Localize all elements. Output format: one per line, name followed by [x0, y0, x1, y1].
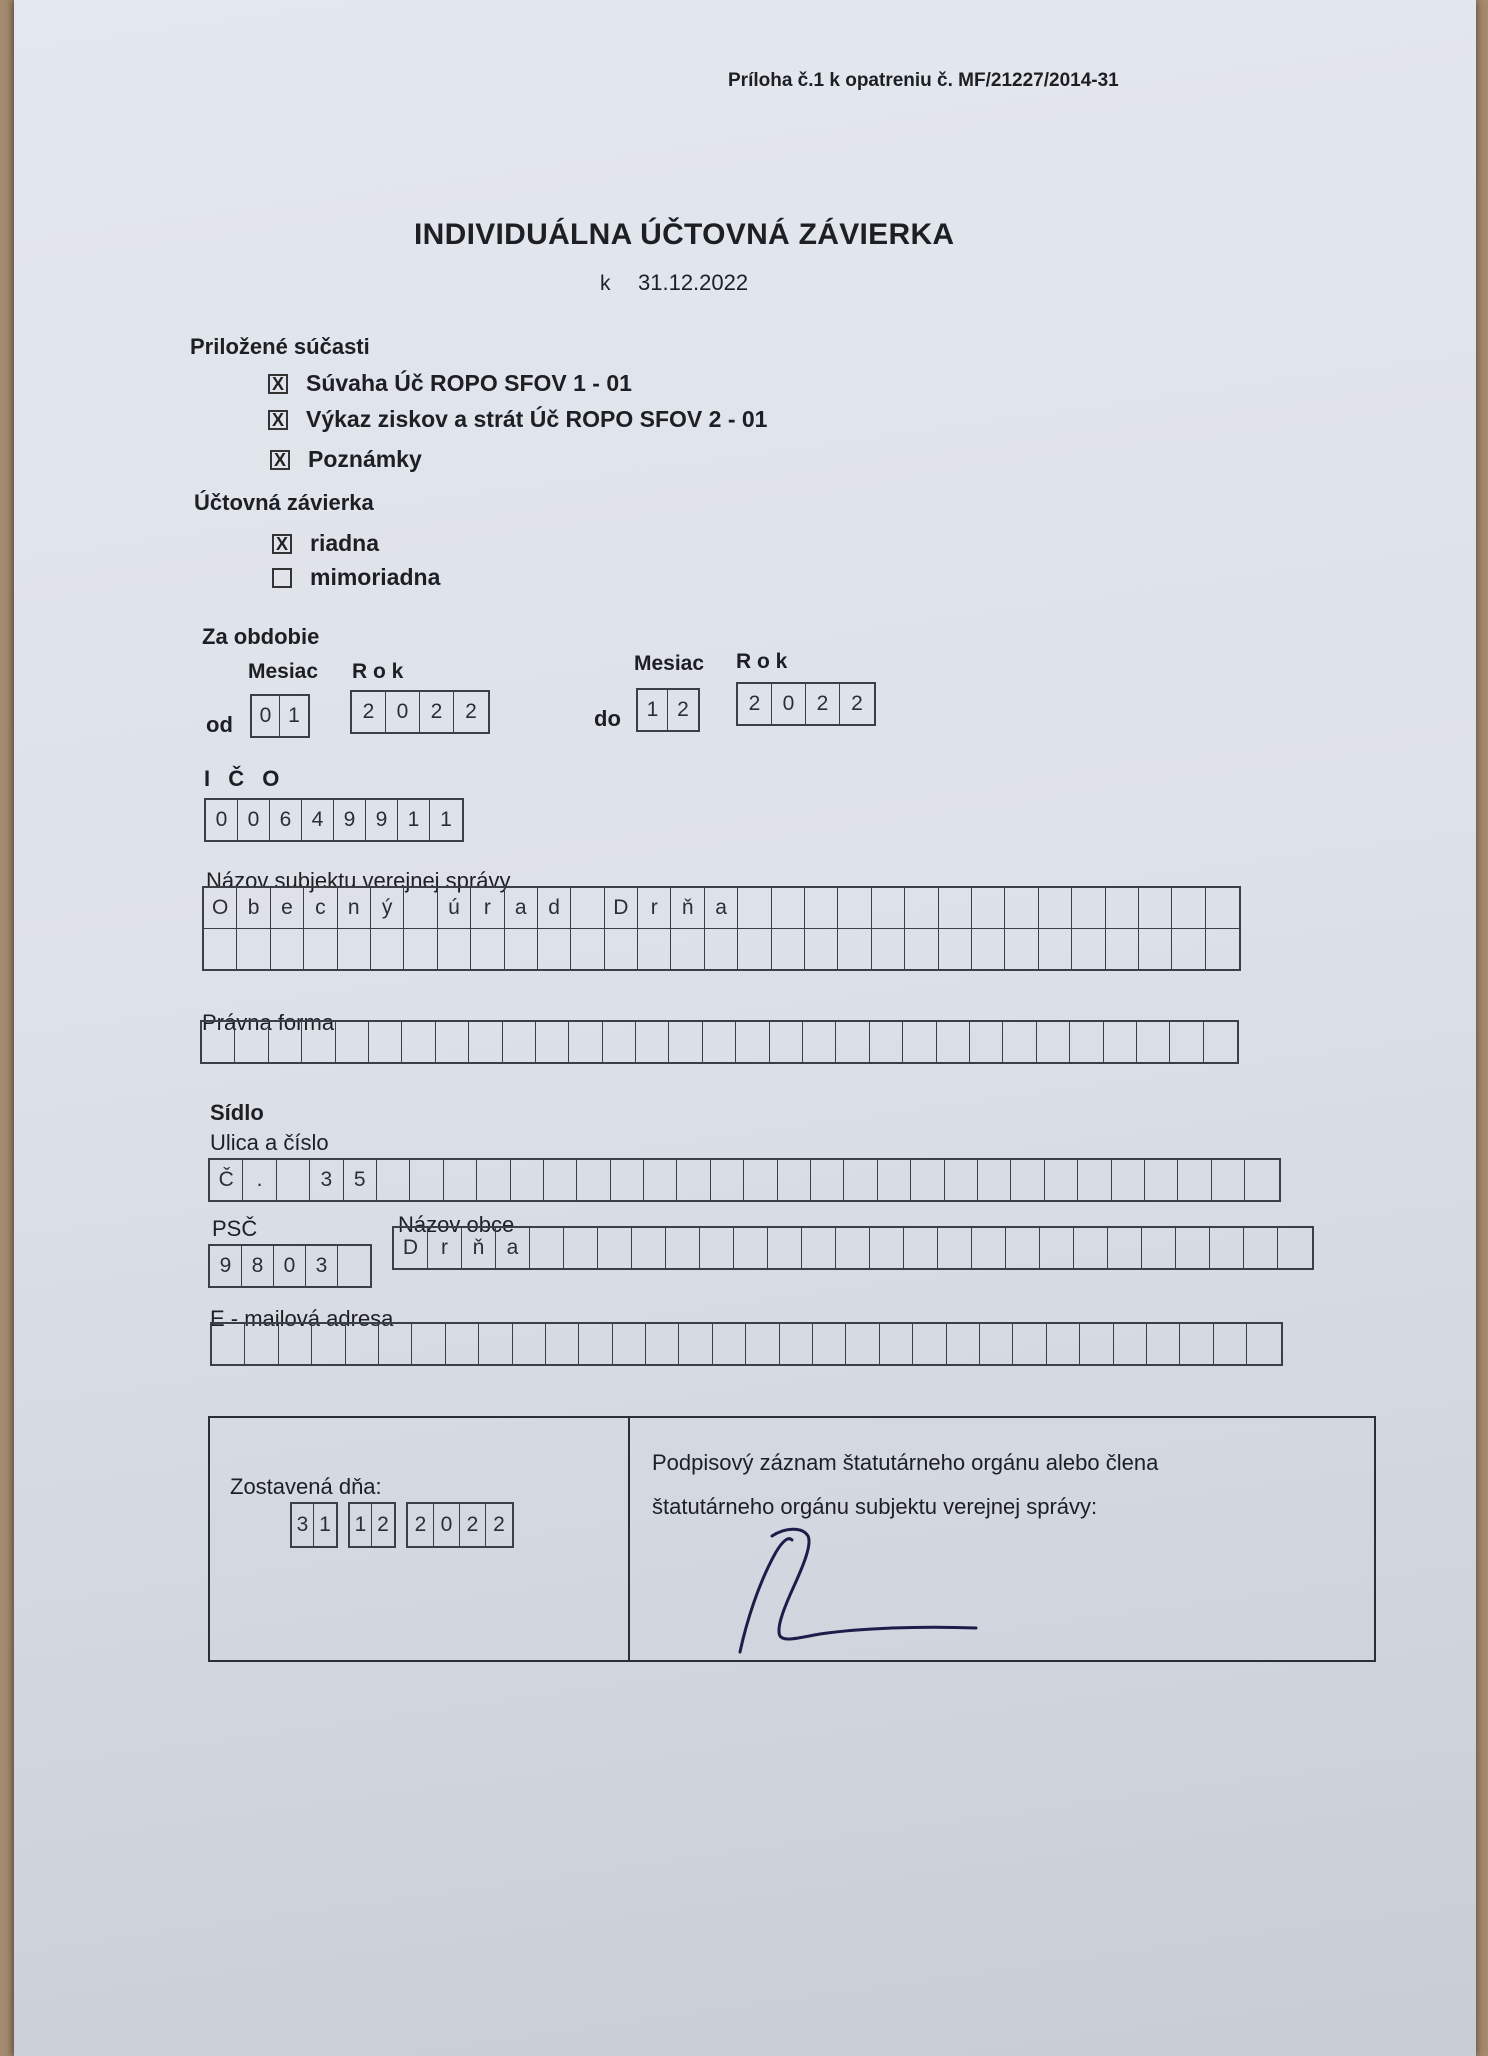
char-cell: [669, 1022, 702, 1062]
digit-cell: 3: [292, 1504, 314, 1546]
char-cell: [1204, 1022, 1237, 1062]
char-cell: [772, 929, 805, 969]
char-cell: [1106, 888, 1139, 928]
char-cell: [1112, 1160, 1145, 1200]
char-cell: [1137, 1022, 1170, 1062]
char-cell: [1039, 888, 1072, 928]
char-cell: [471, 929, 504, 969]
char-cell: n: [338, 888, 371, 928]
from-year-boxes[interactable]: [350, 690, 490, 734]
char-cell: [770, 1022, 803, 1062]
char-cell: [1072, 929, 1105, 969]
char-cell: [202, 1022, 235, 1062]
char-cell: D: [605, 888, 638, 928]
char-cell: ý: [371, 888, 404, 928]
attachment-label: Výkaz ziskov a strát Úč ROPO SFOV 2 - 01: [306, 406, 768, 432]
char-cell: [336, 1022, 369, 1062]
char-cell: [666, 1228, 700, 1268]
char-cell: [503, 1022, 536, 1062]
char-cell: d: [538, 888, 571, 928]
char-cell: [802, 1228, 836, 1268]
street-label: Ulica a číslo: [210, 1130, 329, 1155]
digit-cell: 1: [638, 690, 668, 730]
to-label: do: [594, 706, 621, 731]
char-cell: [772, 888, 805, 928]
char-cell: [1080, 1324, 1113, 1364]
char-cell: [1170, 1022, 1203, 1062]
closing-type-label: mimoriadna: [310, 564, 441, 590]
attachment-label: Súvaha Úč ROPO SFOV 1 - 01: [306, 370, 632, 396]
char-cell: [768, 1228, 802, 1268]
char-cell: [1214, 1324, 1247, 1364]
char-cell: [1172, 929, 1205, 969]
digit-cell: 0: [772, 684, 806, 724]
char-cell: 1: [398, 800, 430, 840]
char-cell: [1245, 1160, 1278, 1200]
entity-name-boxes[interactable]: [202, 886, 1241, 971]
document-page: [14, 0, 1476, 2056]
char-cell: [1006, 1228, 1040, 1268]
char-cell: [738, 888, 771, 928]
char-cell: [632, 1228, 666, 1268]
char-cell: [636, 1022, 669, 1062]
char-cell: [1178, 1160, 1211, 1200]
to-year-boxes[interactable]: [736, 682, 876, 726]
char-cell: [744, 1160, 777, 1200]
char-cell: [536, 1022, 569, 1062]
char-cell: [1206, 929, 1239, 969]
char-cell: [569, 1022, 602, 1062]
from-label: od: [206, 712, 233, 737]
char-cell: [571, 929, 604, 969]
annex-reference: Príloha č.1 k opatreniu č. MF/21227/2014-31: [728, 70, 1119, 91]
attachments-heading: Priložené súčasti: [190, 334, 370, 359]
char-cell: c: [304, 888, 337, 928]
char-cell: [538, 929, 571, 969]
char-cell: [970, 1022, 1003, 1062]
char-cell: [446, 1324, 479, 1364]
char-cell: [279, 1324, 312, 1364]
char-cell: 5: [344, 1160, 377, 1200]
char-cell: [736, 1022, 769, 1062]
email-boxes[interactable]: [210, 1322, 1283, 1366]
char-cell: D: [394, 1228, 428, 1268]
char-cell: [905, 888, 938, 928]
char-cell: [369, 1022, 402, 1062]
digit-cell: 2: [377, 1513, 389, 1536]
char-cell: [269, 1022, 302, 1062]
char-cell: [477, 1160, 510, 1200]
char-cell: [980, 1324, 1013, 1364]
char-cell: 9: [210, 1246, 242, 1286]
closing-date: 31.12.2022: [638, 270, 749, 295]
digit-cell: 2: [408, 1504, 434, 1546]
from-month-label: Mesiac: [248, 660, 319, 683]
char-cell: [805, 888, 838, 928]
char-cell: [1139, 888, 1172, 928]
char-cell: [1005, 929, 1038, 969]
entity-name-label: Názov subjektu verejnej správy: [206, 868, 511, 893]
char-cell: [1074, 1228, 1108, 1268]
char-cell: [705, 929, 738, 969]
char-cell: [878, 1160, 911, 1200]
char-cell: [1072, 888, 1105, 928]
psc-boxes[interactable]: [208, 1244, 372, 1288]
document-title: INDIVIDUÁLNA ÚČTOVNÁ ZÁVIERKA: [414, 218, 955, 251]
char-cell: ň: [671, 888, 704, 928]
char-cell: 0: [238, 800, 270, 840]
char-cell: [511, 1160, 544, 1200]
char-cell: b: [237, 888, 270, 928]
char-cell: [404, 929, 437, 969]
char-cell: [571, 888, 604, 928]
char-cell: [746, 1324, 779, 1364]
char-cell: [1108, 1228, 1142, 1268]
char-row: [204, 928, 1239, 969]
char-cell: [235, 1022, 268, 1062]
char-cell: [204, 929, 237, 969]
char-cell: [1003, 1022, 1036, 1062]
digit-cell: 2: [851, 692, 863, 715]
digit-cell: 0: [252, 696, 280, 736]
char-cell: [1212, 1160, 1245, 1200]
attachment-income-statement[interactable]: [268, 406, 767, 433]
char-cell: Č: [210, 1160, 243, 1200]
char-cell: [611, 1160, 644, 1200]
char-cell: [1005, 888, 1038, 928]
char-cell: [1247, 1324, 1280, 1364]
digit-cell: 2: [465, 700, 477, 723]
char-cell: 9: [366, 800, 398, 840]
char-cell: [1013, 1324, 1046, 1364]
char-cell: a: [705, 888, 738, 928]
ico-label: I Č O: [204, 766, 286, 791]
closing-type-heading: Účtovná závierka: [194, 490, 374, 515]
char-cell: [1106, 929, 1139, 969]
char-cell: [870, 1022, 903, 1062]
char-cell: [939, 888, 972, 928]
char-cell: [738, 929, 771, 969]
signature-caption-line1: Podpisový záznam štatutárneho orgánu alebo člena: [652, 1450, 1159, 1475]
char-cell: [312, 1324, 345, 1364]
char-cell: [911, 1160, 944, 1200]
char-cell: [1037, 1022, 1070, 1062]
char-cell: [872, 929, 905, 969]
char-cell: [1145, 1160, 1178, 1200]
char-cell: .: [243, 1160, 276, 1200]
char-cell: [872, 888, 905, 928]
char-cell: [338, 1246, 370, 1286]
char-cell: [1040, 1228, 1074, 1268]
digit-cell: 1: [350, 1504, 372, 1546]
char-cell: [1070, 1022, 1103, 1062]
legal-form-label: Právna forma: [202, 1010, 335, 1035]
to-month-label: Mesiac: [634, 652, 705, 675]
char-cell: [905, 929, 938, 969]
char-cell: [1039, 929, 1072, 969]
char-cell: 6: [270, 800, 302, 840]
char-cell: O: [204, 888, 237, 928]
char-cell: [505, 929, 538, 969]
closing-type-regular[interactable]: [272, 530, 379, 557]
char-cell: ň: [462, 1228, 496, 1268]
char-cell: [379, 1324, 412, 1364]
char-cell: [713, 1324, 746, 1364]
char-cell: [638, 929, 671, 969]
char-cell: [803, 1022, 836, 1062]
char-cell: [212, 1324, 245, 1364]
char-cell: [564, 1228, 598, 1268]
box-divider: [628, 1418, 630, 1660]
compiled-label: Zostavená dňa:: [230, 1474, 382, 1499]
char-cell: [444, 1160, 477, 1200]
char-cell: [1142, 1228, 1176, 1268]
digit-cell: 2: [420, 692, 454, 732]
char-cell: [646, 1324, 679, 1364]
char-cell: [479, 1324, 512, 1364]
char-cell: [644, 1160, 677, 1200]
checkbox[interactable]: X: [270, 450, 290, 470]
char-cell: [805, 929, 838, 969]
char-cell: r: [471, 888, 504, 928]
signature-caption-line2: štatutárneho orgánu subjektu verejnej správy:: [652, 1494, 1098, 1519]
char-cell: 9: [334, 800, 366, 840]
char-cell: r: [428, 1228, 462, 1268]
char-cell: [271, 929, 304, 969]
attachment-balance-sheet[interactable]: [268, 370, 632, 397]
char-cell: [546, 1324, 579, 1364]
char-cell: [436, 1022, 469, 1062]
digit-cell: 2: [460, 1504, 486, 1546]
char-cell: [1244, 1228, 1278, 1268]
char-cell: [677, 1160, 710, 1200]
checkbox[interactable]: X: [268, 410, 288, 430]
attachment-notes[interactable]: [270, 446, 422, 473]
char-cell: [438, 929, 471, 969]
compiled-month-boxes[interactable]: [348, 1502, 396, 1548]
char-cell: [579, 1324, 612, 1364]
char-cell: [530, 1228, 564, 1268]
char-cell: [671, 929, 704, 969]
char-cell: [939, 929, 972, 969]
email-label: E - mailová adresa: [210, 1306, 394, 1331]
checkbox[interactable]: X: [272, 534, 292, 554]
town-boxes[interactable]: [392, 1226, 1314, 1270]
char-cell: 8: [242, 1246, 274, 1286]
char-cell: [703, 1022, 736, 1062]
char-cell: [1210, 1228, 1244, 1268]
char-cell: [838, 929, 871, 969]
checkbox[interactable]: X: [268, 374, 288, 394]
psc-label: PSČ: [212, 1216, 258, 1241]
char-cell: [302, 1022, 335, 1062]
char-cell: [402, 1022, 435, 1062]
char-cell: [937, 1022, 970, 1062]
char-cell: [469, 1022, 502, 1062]
char-cell: [613, 1324, 646, 1364]
char-cell: [836, 1022, 869, 1062]
char-cell: 3: [310, 1160, 343, 1200]
from-month-boxes[interactable]: [250, 694, 310, 738]
char-cell: [577, 1160, 610, 1200]
attachment-label: Poznámky: [308, 446, 422, 472]
char-cell: [780, 1324, 813, 1364]
char-cell: 3: [306, 1246, 338, 1286]
char-cell: [913, 1324, 946, 1364]
legal-form-boxes[interactable]: [200, 1020, 1239, 1064]
char-cell: [338, 929, 371, 969]
char-cell: [1176, 1228, 1210, 1268]
period-heading: Za obdobie: [202, 624, 320, 649]
char-cell: 4: [302, 800, 334, 840]
char-cell: [846, 1324, 879, 1364]
char-cell: [903, 1022, 936, 1062]
char-cell: [1011, 1160, 1044, 1200]
seat-heading: Sídlo: [210, 1100, 264, 1125]
char-cell: [377, 1160, 410, 1200]
char-cell: [346, 1324, 379, 1364]
char-cell: [245, 1324, 278, 1364]
closing-type-label: riadna: [310, 530, 380, 556]
char-cell: [938, 1228, 972, 1268]
char-cell: [700, 1228, 734, 1268]
digit-cell: 1: [288, 704, 300, 727]
compiled-day-boxes[interactable]: [290, 1502, 338, 1548]
char-cell: [734, 1228, 768, 1268]
digit-cell: 1: [319, 1513, 331, 1536]
digit-cell: 2: [738, 684, 772, 724]
char-cell: [1114, 1324, 1147, 1364]
digit-cell: 2: [352, 692, 386, 732]
char-cell: [1180, 1324, 1213, 1364]
digit-cell: 2: [677, 698, 689, 721]
digit-cell: 2: [493, 1513, 505, 1536]
char-cell: 1: [440, 808, 452, 831]
char-cell: ú: [438, 888, 471, 928]
ico-boxes[interactable]: [204, 798, 464, 842]
digit-cell: 0: [434, 1504, 460, 1546]
char-cell: [1147, 1324, 1180, 1364]
char-cell: [1078, 1160, 1111, 1200]
char-cell: e: [271, 888, 304, 928]
char-cell: [304, 929, 337, 969]
char-cell: [1139, 929, 1172, 969]
char-cell: [277, 1160, 310, 1200]
char-cell: [811, 1160, 844, 1200]
char-row: [204, 888, 1239, 928]
char-cell: [1104, 1022, 1137, 1062]
handwritten-signature: [680, 1514, 1000, 1664]
char-cell: [1172, 888, 1205, 928]
digit-cell: 2: [806, 684, 840, 724]
char-cell: [947, 1324, 980, 1364]
char-cell: [838, 888, 871, 928]
digit-cell: 0: [386, 692, 420, 732]
char-cell: [1206, 888, 1239, 928]
from-year-label: R o k: [352, 660, 404, 683]
char-cell: [813, 1324, 846, 1364]
char-cell: 0: [206, 800, 238, 840]
char-cell: a: [496, 1228, 530, 1268]
char-cell: [904, 1228, 938, 1268]
char-cell: [1047, 1324, 1080, 1364]
char-cell: [972, 888, 1005, 928]
char-cell: [544, 1160, 577, 1200]
char-cell: [972, 929, 1005, 969]
char-cell: [1045, 1160, 1078, 1200]
char-cell: [410, 1160, 443, 1200]
date-prefix: k: [600, 272, 611, 295]
char-cell: [972, 1228, 1006, 1268]
char-cell: [603, 1022, 636, 1062]
char-cell: [978, 1160, 1011, 1200]
char-cell: [1278, 1228, 1312, 1268]
char-cell: r: [638, 888, 671, 928]
char-cell: [778, 1160, 811, 1200]
char-cell: [598, 1228, 632, 1268]
closing-type-extraordinary[interactable]: [272, 564, 440, 591]
to-month-boxes[interactable]: [636, 688, 700, 732]
compiled-year-boxes[interactable]: [406, 1502, 514, 1548]
char-cell: [870, 1228, 904, 1268]
town-label: Názov obce: [398, 1212, 515, 1237]
char-cell: a: [505, 888, 538, 928]
char-cell: [945, 1160, 978, 1200]
char-cell: [711, 1160, 744, 1200]
checkbox[interactable]: [272, 568, 292, 588]
char-cell: [679, 1324, 712, 1364]
char-cell: [412, 1324, 445, 1364]
char-cell: [404, 888, 437, 928]
char-cell: [371, 929, 404, 969]
to-year-label: R o k: [736, 650, 788, 673]
char-cell: [237, 929, 270, 969]
char-cell: 0: [274, 1246, 306, 1286]
char-cell: [836, 1228, 870, 1268]
compilation-signature-box: [208, 1416, 1376, 1662]
char-cell: [605, 929, 638, 969]
char-cell: [880, 1324, 913, 1364]
char-cell: [513, 1324, 546, 1364]
street-boxes[interactable]: [208, 1158, 1281, 1202]
char-cell: [844, 1160, 877, 1200]
